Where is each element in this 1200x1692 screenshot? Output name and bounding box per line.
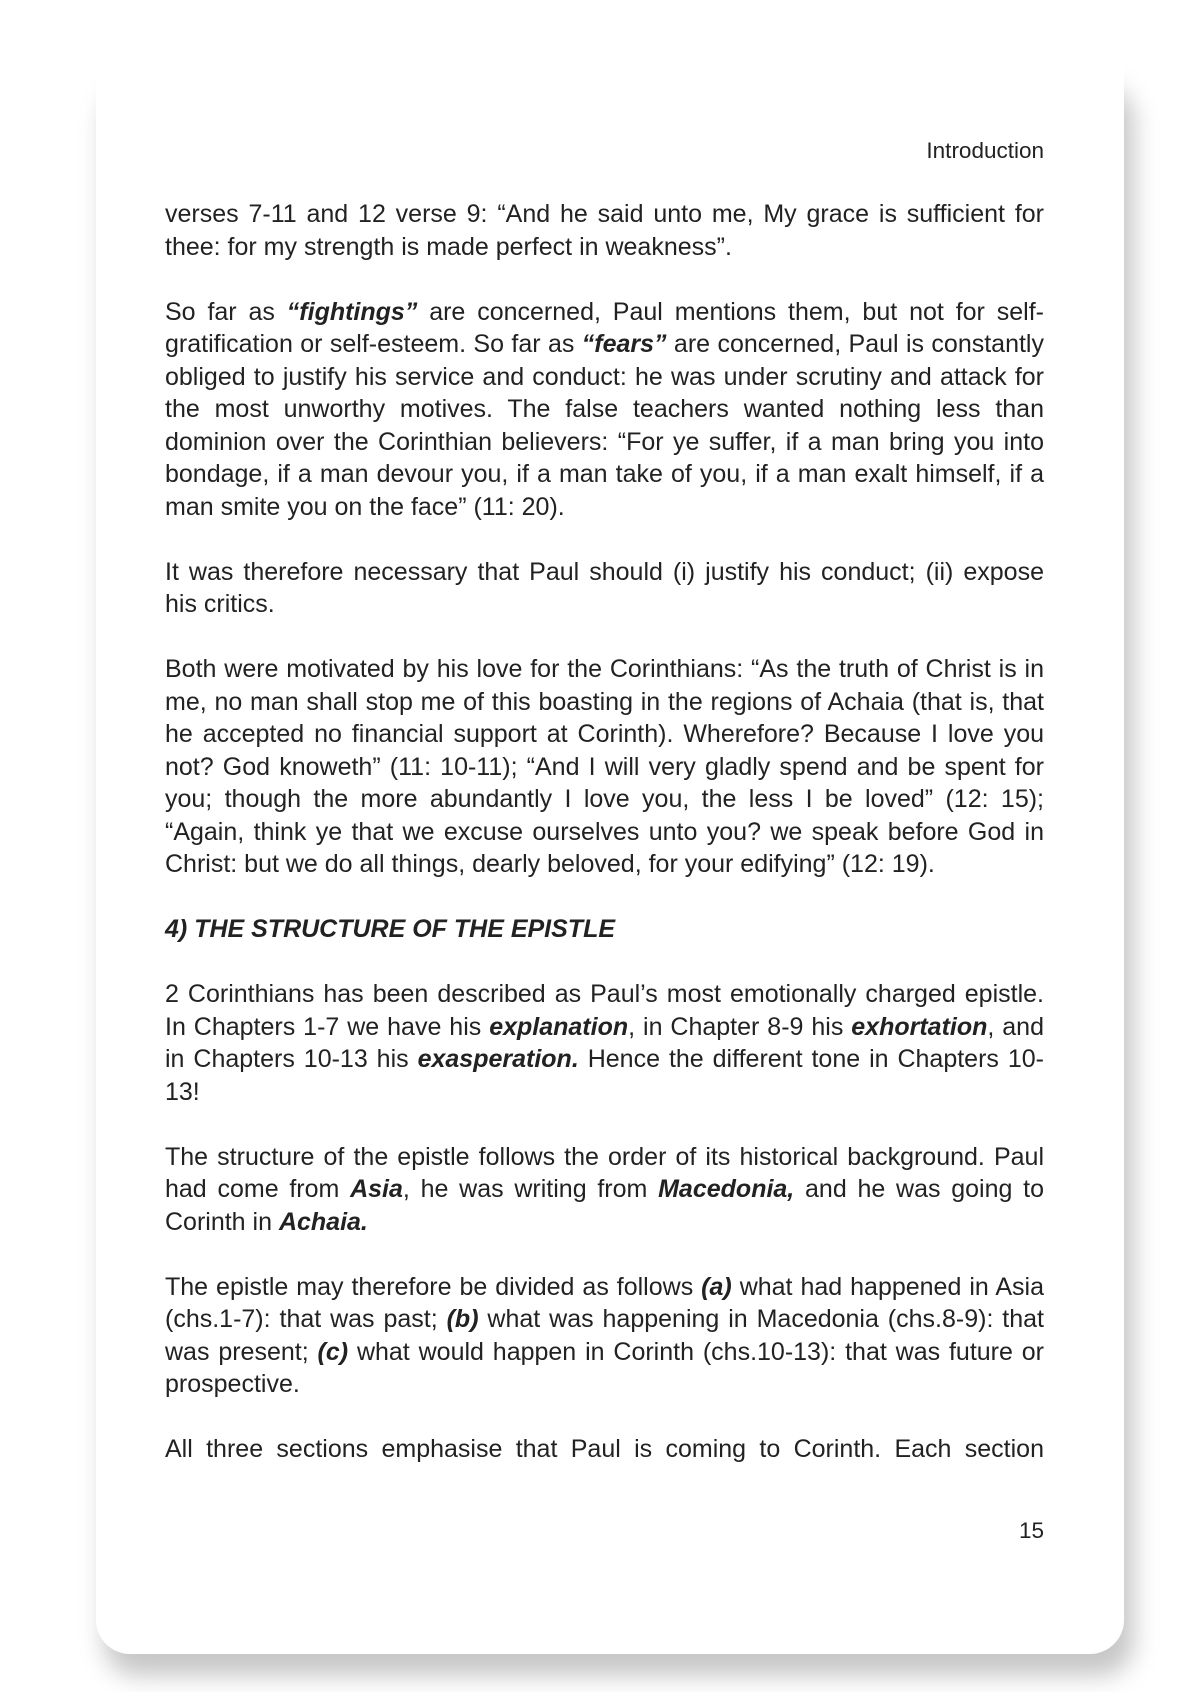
paragraph-5-text-4: Hence the different tone in Chapters 10-13! — [165, 1045, 1044, 1106]
paragraph-8: All three sections emphasise that Paul is coming to Corinth. Each section — [165, 1435, 1044, 1463]
paragraph-2-text-2: are concerned, Paul mentions them, but not for self-gratification or self-esteem. So far as — [165, 297, 1044, 358]
emphasis-macedonia: Macedonia, — [658, 1175, 795, 1203]
paragraph-7-text-3: what was happening in Macedonia (chs.8-9): that was present; — [165, 1305, 1044, 1366]
marker-a: (a) — [701, 1272, 732, 1301]
paragraph-1: verses 7-11 and 12 verse 9: “And he said unto me, My grace is sufficient for thee: for my strength is made perfect in weakness”. — [165, 200, 1044, 261]
paragraph-7-text-4: what would happen in Corinth (chs.10-13): that was future or prospective. — [165, 1337, 1044, 1398]
emphasis-explanation: explanation — [489, 1012, 629, 1041]
paragraph-5-text-3: , and in Chapters 10-13 his — [165, 1012, 1044, 1073]
emphasis-achaia: Achaia. — [278, 1207, 368, 1236]
marker-b: (b) — [446, 1305, 479, 1333]
emphasis-exasperation: exasperation. — [417, 1045, 579, 1073]
paragraph-6 — [165, 1141, 1044, 1239]
paragraph-2 — [165, 296, 1044, 524]
paragraph-6-text-1: The structure of the epistle follows the order of its historical background. Paul had come from — [165, 1142, 1044, 1203]
paragraph-3: It was therefore necessary that Paul should (i) justify his conduct; (ii) expose his critics. — [165, 557, 1044, 618]
paragraph-5 — [165, 978, 1044, 1108]
emphasis-fightings: “fightings” — [286, 297, 418, 326]
paragraph-6-text-3: and he was going to Corinth in — [165, 1175, 1044, 1236]
paragraph-2-text-3: are concerned, Paul is constantly obliged to justify his service and conduct: he was under scrutiny and attack for the most unworthy motives. The false teachers wanted nothing less than dominion over the Corinthian believers: “For ye suffer, if a man bring you into bondage, if a man devour you, if a man take of you, if a man exalt himself, if a man smite you on the face” (11: 20). — [165, 330, 1044, 521]
paragraph-4: Both were motivated by his love for the Corinthians: “As the truth of Christ is in me, no man shall stop me of this boasting in the regions of Achaia (that is, that he accepted no financial support at Corinth). Wherefore? Because I love you not? God knoweth” (11: 10-11); “And I will very gladly spend and be spent for you; though the more abundantly I love you, the less I be loved” (12: 15); “Again, think ye that we excuse ourselves unto you? we speak before God in Christ: but we do all things, dearly beloved, for your edifying” (12: 19). — [165, 655, 1044, 878]
emphasis-exhortation: exhortation — [851, 1012, 988, 1041]
running-head: Introduction — [926, 138, 1044, 163]
paragraph-7 — [165, 1271, 1044, 1401]
paragraph-2-text-1: So far as — [165, 297, 287, 326]
paragraph-5-text-2: , in Chapter 8-9 his — [628, 1012, 852, 1041]
paragraph-6-text-2: , he was writing from — [402, 1175, 659, 1203]
paragraph-7-text-1: The epistle may therefore be divided as follows — [165, 1272, 702, 1301]
marker-c: (c) — [317, 1337, 349, 1366]
section-heading: 4) THE STRUCTURE OF THE EPISTLE — [165, 915, 616, 943]
page-number: 15 — [1018, 1518, 1044, 1543]
emphasis-fears: “fears” — [581, 330, 667, 358]
page-body — [165, 198, 1044, 1466]
emphasis-asia: Asia — [350, 1175, 403, 1203]
paragraph-7-text-2: what had happened in Asia (chs.1-7): that was past; — [165, 1272, 1044, 1333]
paragraph-5-text-1: 2 Corinthians has been described as Paul’s most emotionally charged epistle. In Chapters 1-7 we have his — [165, 980, 1044, 1041]
